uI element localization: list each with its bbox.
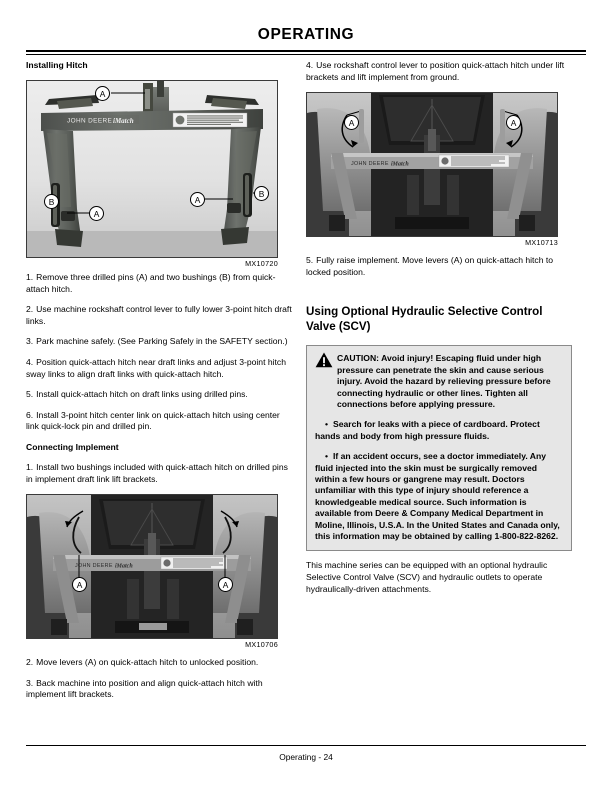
- figure-mx10706-caption: MX10706: [245, 640, 278, 650]
- svg-text:iMatch: iMatch: [391, 161, 409, 168]
- left-step-4-num: 4.: [26, 356, 34, 367]
- figure-mx10720-callout-a-left: A: [89, 206, 104, 221]
- right-step-4: [306, 60, 572, 83]
- connect-step-3-num: 3.: [26, 677, 34, 688]
- figure-mx10720-caption: MX10720: [245, 259, 278, 268]
- right-step-5-num: 5.: [306, 255, 314, 266]
- right-step-4-text: Use rockshaft control lever to position quick-attach hitch under lift brackets and lift implement from ground.: [306, 60, 565, 82]
- tractor-rear-unlocked-photo: [27, 495, 277, 638]
- left-step-6: [26, 410, 292, 433]
- right-step-5: [306, 255, 572, 278]
- left-step-6-text: Install 3-point hitch center link on quick-attach hitch using center link quick-lock pin and drilled pin.: [26, 409, 280, 432]
- figure-mx10713-callout-a-left: A: [344, 115, 359, 130]
- figure-mx10720-callout-b-right: B: [254, 186, 269, 201]
- left-step-4: [26, 357, 292, 380]
- right-column: [306, 60, 572, 604]
- left-step-3-num: 3.: [26, 336, 34, 347]
- left-step-2-text: Use machine rockshaft control lever to fully lower 3-point hitch draft links.: [26, 304, 292, 326]
- figure-mx10720-callout-a-right: A: [190, 192, 205, 207]
- figure-mx10720-callout-b-left: B: [44, 194, 59, 209]
- caution-bullet-2-text: If an accident occurs, see a doctor immediately. Any fluid injected into the skin must be surgically removed within a few hours or gangrene may result. Doctors unfamiliar with this type of injury should reference a knowledgeable medical source. Such information is available from Deere & Company Medical Department in Moline, Illinois, U.S.A. In the United States and Canada only, this information may be obtained by calling 1-800-822-8262.: [315, 451, 560, 542]
- header-rule-thick: [26, 50, 586, 52]
- left-column: [26, 60, 292, 710]
- figure-mx10713-callout-a-right: A: [506, 115, 521, 130]
- figure-mx10706-callout-a-right: A: [218, 577, 233, 592]
- caution-box: [306, 345, 572, 551]
- figure-mx10713-frame: [306, 92, 558, 237]
- imatch-hitch-photo: [27, 81, 277, 257]
- heading-connecting-implement: Connecting Implement: [26, 441, 119, 452]
- connect-step-2: [26, 657, 292, 669]
- caution-bullet-2: [315, 451, 562, 542]
- figure-mx10713-caption: MX10713: [525, 238, 558, 248]
- svg-text:iMatch: iMatch: [113, 116, 134, 125]
- connect-step-3-text: Back machine into position and align quick-attach hitch with implement lift brackets.: [26, 677, 263, 700]
- right-step-5-text: Fully raise implement. Move levers (A) on quick-attach hitch to locked position.: [306, 255, 554, 277]
- svg-text:JOHN DEERE: JOHN DEERE: [351, 161, 389, 168]
- footer-rule: [26, 745, 586, 746]
- connect-step-2-num: 2.: [26, 657, 34, 668]
- caution-bullet-1-text: Search for leaks with a piece of cardboard. Protect hands and body from high pressure fluids.: [315, 419, 540, 441]
- left-step-3-text: Park machine safely. (See Parking Safely in the SAFETY section.): [36, 336, 288, 347]
- left-step-6-num: 6.: [26, 409, 34, 420]
- footer-page-label: Operating - 24: [279, 752, 333, 762]
- figure-mx10720-callout-a-top: A: [95, 86, 110, 101]
- connect-step-1: [26, 462, 292, 485]
- left-step-1-num: 1.: [26, 272, 34, 282]
- connect-step-2-text: Move levers (A) on quick-attach hitch to unlocked position.: [36, 657, 259, 668]
- figure-mx10720: [26, 80, 278, 268]
- left-step-5: [26, 389, 292, 401]
- caution-bullet-1-marker: •: [325, 419, 329, 430]
- figure-mx10713: [306, 92, 558, 247]
- figure-mx10706-callout-a-left: A: [72, 577, 87, 592]
- svg-text:JOHN DEERE: JOHN DEERE: [75, 563, 113, 570]
- svg-text:JOHN DEERE: JOHN DEERE: [67, 117, 113, 125]
- caution-bullet-1: [315, 419, 562, 442]
- left-step-4-text: Position quick-attach hitch near draft links and adjust 3-point hitch sway links to align draft links with quick-attach hitch.: [26, 356, 287, 379]
- left-step-3: [26, 336, 292, 348]
- caution-paragraph-1: CAUTION: Avoid injury! Escaping fluid under high pressure can penetrate the skin and cause serious injury. Avoid the hazard by relieving pressure before connecting hydraulic or other lines. Tighten all connections before applying pressure.: [337, 353, 551, 409]
- page-header: [26, 26, 586, 44]
- connect-step-1-text: Install two bushings included with quick-attach hitch on drilled pins in implement draft link lift brackets.: [26, 461, 288, 484]
- header-rule-thin: [26, 54, 586, 55]
- figure-mx10706-frame: [26, 494, 278, 639]
- warning-triangle-icon: [315, 352, 333, 368]
- connect-step-3: [26, 678, 292, 701]
- svg-text:iMatch: iMatch: [115, 563, 133, 570]
- left-step-2-num: 2.: [26, 304, 34, 315]
- tractor-rear-locked-photo: [307, 93, 557, 236]
- heading-using-optional-scv: Using Optional Hydraulic Selective Control Valve (SCV): [306, 305, 543, 334]
- left-step-1-text: Remove three drilled pins (A) and two bushings (B) from quick-attach hitch.: [26, 272, 276, 294]
- scv-closing-paragraph: This machine series can be equipped with an optional hydraulic Selective Control Valve (SCV) and hydraulic outlets to operate hydraulically-driven attachments.: [306, 560, 548, 594]
- left-step-2: [26, 304, 292, 327]
- figure-mx10706: [26, 494, 278, 649]
- page-title: OPERATING: [257, 26, 355, 43]
- left-step-5-text: Install quick-attach hitch on draft links using drilled pins.: [36, 389, 248, 400]
- left-step-5-num: 5.: [26, 389, 34, 400]
- caution-bullet-2-marker: •: [325, 451, 329, 462]
- connect-step-1-num: 1.: [26, 461, 34, 472]
- figure-mx10720-frame: [26, 80, 278, 258]
- heading-installing-hitch: Installing Hitch: [26, 60, 88, 70]
- left-step-1: [26, 272, 292, 295]
- right-step-4-num: 4.: [306, 60, 314, 70]
